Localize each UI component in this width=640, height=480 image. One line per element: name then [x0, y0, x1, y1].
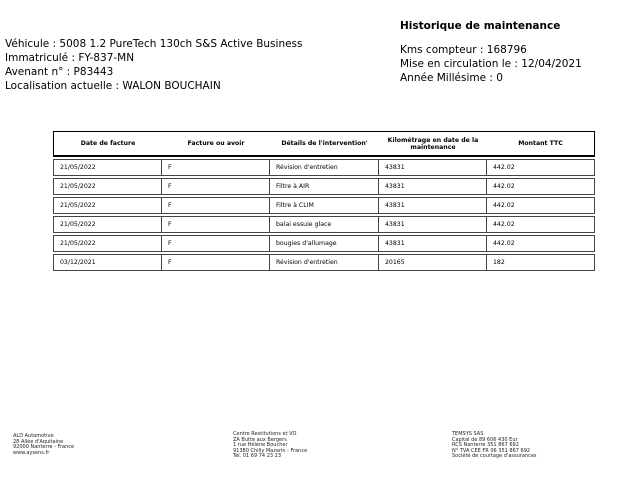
vehicle-info [5, 37, 303, 93]
cell-mileage: 43831 [379, 160, 487, 175]
footer-line: Tél. 01 69 74 23 23 [233, 453, 282, 460]
cell-invoice-type: F [162, 160, 270, 175]
cell-mileage: 43831 [379, 198, 487, 213]
footer-line: N° TVA CEE FR 06 351 867 692 [452, 447, 531, 454]
table-row [53, 178, 595, 195]
cell-invoice-type: F [162, 217, 270, 232]
footer-line: 1 rue Hélène Boucher [233, 442, 288, 449]
cell-details: Filtre à CLIM [270, 198, 379, 213]
cell-amount: 182 [493, 259, 505, 266]
cell-details: Révision d'entretien [270, 255, 379, 270]
cell-invoice-type: F [162, 236, 270, 251]
cell-amount: 442.02 [493, 240, 515, 247]
footer-center [233, 432, 307, 460]
vehicle-amendment: Avenant n° : P83443 [5, 66, 114, 78]
cell-amount: 442.02 [493, 202, 515, 209]
footer-line: Capital de 89 606 430 Eur [452, 436, 518, 443]
footer-legal [452, 432, 537, 460]
footer-line: RCS Nanterre 351 867 692 [452, 442, 519, 449]
cell-mileage: 43831 [379, 236, 487, 251]
footer-line: 92000 Nanterre - France [13, 444, 75, 451]
cell-details: balai essuie glace [270, 217, 379, 232]
cell-date: 21/05/2022 [54, 236, 162, 251]
table-row [53, 235, 595, 252]
registration-date: Mise en circulation le : 12/04/2021 [400, 58, 582, 70]
cell-mileage: 43831 [379, 179, 487, 194]
cell-date: 03/12/2021 [54, 255, 162, 270]
cell-invoice-type: F [162, 179, 270, 194]
header-amount: Montant TTC [518, 140, 563, 147]
footer-line: Centre Restitutions et VO [233, 431, 297, 437]
footer-line: Société de courtage d'assurances [452, 453, 537, 460]
cell-mileage: 43831 [379, 217, 487, 232]
maintenance-info [400, 43, 582, 85]
footer-link[interactable]: www.aysens.fr [13, 449, 50, 456]
cell-amount: 442.02 [493, 164, 515, 171]
footer-line: ZA Butte aux Bergers [233, 436, 287, 443]
cell-details: Révision d'entretien [270, 160, 379, 175]
table-row [53, 197, 595, 214]
header-date: Date de facture [80, 140, 136, 147]
cell-date: 21/05/2022 [54, 160, 162, 175]
footer-company [13, 434, 74, 456]
table-header [53, 131, 595, 157]
cell-date: 21/05/2022 [54, 217, 162, 232]
header-details: Détails de l'intervention' [281, 140, 368, 147]
vehicle-plate: Immatriculé : FY-837-MN [5, 52, 135, 64]
cell-amount: 442.02 [493, 183, 515, 190]
page-title: Historique de maintenance [400, 20, 561, 32]
maintenance-table [53, 131, 595, 271]
footer-line: 91380 Chilly Mazarin - France [233, 447, 308, 454]
cell-amount: 442.02 [493, 221, 515, 228]
vehicle-model: Véhicule : 5008 1.2 PureTech 130ch S&S Active Business [5, 38, 303, 50]
cell-invoice-type: F [162, 198, 270, 213]
vehicle-location: Localisation actuelle : WALON BOUCHAIN [5, 80, 221, 92]
footer-line: ALD Automotive [13, 433, 54, 439]
cell-invoice-type: F [162, 255, 270, 270]
header-invoice-type: Facture ou avoir [187, 140, 245, 147]
cell-details: bougies d'allumage [270, 236, 379, 251]
table-row [53, 254, 595, 271]
table-row [53, 159, 595, 176]
table-row [53, 216, 595, 233]
footer-line: TEMSYS SAS [452, 431, 484, 437]
cell-date: 21/05/2022 [54, 198, 162, 213]
model-year: Année Millésime : 0 [400, 72, 503, 84]
header-mileage: Kilométrage en date de la maintenance [387, 136, 479, 151]
odometer: Kms compteur : 168796 [400, 44, 527, 56]
footer-line: 28 Allée d'Aquitaine [13, 438, 64, 445]
cell-date: 21/05/2022 [54, 179, 162, 194]
cell-details: Filtre à AIR [270, 179, 379, 194]
cell-mileage: 20165 [379, 255, 487, 270]
